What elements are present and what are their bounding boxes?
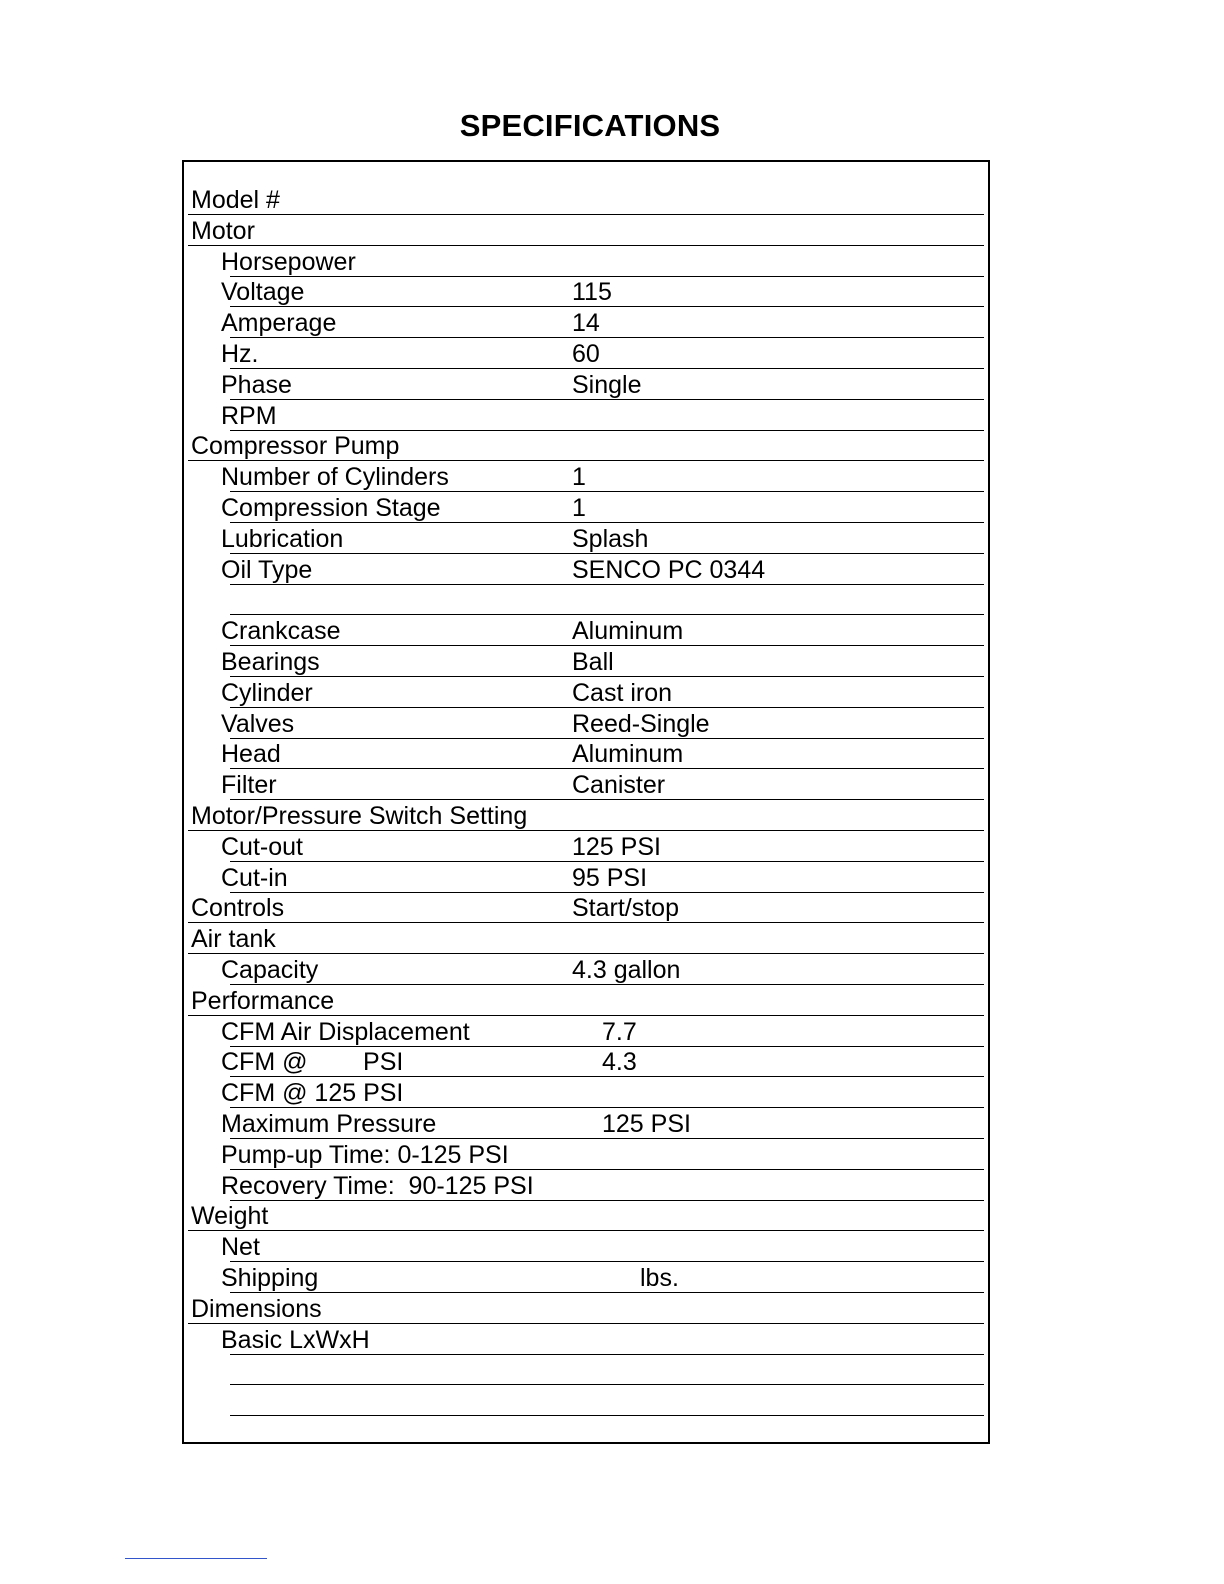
- spec-label: Cut-in: [221, 863, 288, 892]
- spec-row: [184, 831, 988, 862]
- spec-value: 125 PSI: [602, 1110, 691, 1138]
- spec-label: Controls: [191, 894, 285, 923]
- spec-label: Head: [221, 740, 281, 769]
- spec-label: Net: [221, 1233, 260, 1262]
- spec-value: 4.3: [602, 1048, 637, 1077]
- spec-value: Splash: [572, 524, 649, 553]
- spec-label: Pump-up Time: 0-125 PSI: [221, 1140, 509, 1169]
- footer-link-line: [125, 1558, 267, 1559]
- spec-value: Reed-Single: [572, 709, 710, 738]
- spec-row: [184, 954, 988, 985]
- spec-row: [184, 800, 988, 831]
- spec-value: 1: [572, 463, 586, 492]
- spec-label: Maximum Pressure: [221, 1110, 437, 1138]
- spec-row: [184, 276, 988, 307]
- spec-label: Weight: [191, 1202, 269, 1231]
- spec-label: Bearings: [221, 648, 320, 676]
- spec-label: Lubrication: [221, 524, 344, 553]
- spec-value: 14: [572, 309, 600, 338]
- spec-row: [184, 184, 988, 215]
- spec-value: Aluminum: [572, 740, 684, 769]
- spec-value: 125 PSI: [572, 832, 661, 861]
- spec-value: Cast iron: [572, 678, 673, 707]
- spec-row: [184, 677, 988, 708]
- spec-label: Amperage: [221, 309, 337, 338]
- spec-row: [184, 708, 988, 739]
- spec-value: Aluminum: [572, 617, 684, 646]
- spec-label: Filter: [221, 771, 277, 800]
- spec-label: Oil Type: [221, 555, 313, 584]
- spec-row: [184, 892, 988, 923]
- spec-label: Phase: [221, 370, 292, 399]
- spec-value: 115: [572, 278, 612, 307]
- spec-row: [184, 1016, 988, 1047]
- spec-row: [184, 615, 988, 646]
- row-underline: [230, 1415, 984, 1416]
- spec-row: [184, 246, 988, 277]
- spec-row: [184, 862, 988, 893]
- spec-label: Cylinder: [221, 678, 313, 707]
- spec-label: Air tank: [191, 925, 276, 954]
- spec-label: Motor/Pressure Switch Setting: [191, 802, 528, 830]
- spec-row: [184, 584, 988, 615]
- spec-row: [184, 523, 988, 554]
- page-title: SPECIFICATIONS: [459, 108, 721, 143]
- spec-value: 7.7: [602, 1017, 637, 1046]
- spec-row: [184, 215, 988, 246]
- spec-row: [184, 1046, 988, 1077]
- spec-label: Voltage: [221, 278, 305, 307]
- spec-value: 95 PSI: [572, 863, 648, 892]
- spec-value: 1: [572, 494, 586, 522]
- spec-row: [184, 1231, 988, 1262]
- spec-label: Dimensions: [191, 1294, 322, 1323]
- spec-row: [184, 338, 988, 369]
- specifications-table: [182, 160, 990, 1444]
- spec-row: [184, 646, 988, 677]
- spec-value: 4.3 gallon: [572, 956, 681, 984]
- spec-row: [184, 1139, 988, 1170]
- spec-value: 60: [572, 340, 600, 368]
- spec-row: [184, 1262, 988, 1293]
- spec-value: lbs.: [640, 1264, 679, 1292]
- spec-label: Cut-out: [221, 832, 303, 861]
- spec-row: [184, 1108, 988, 1139]
- spec-row: [184, 1200, 988, 1231]
- spec-label: Recovery Time: 90-125 PSI: [221, 1171, 534, 1200]
- spec-label: Model #: [191, 186, 280, 214]
- spec-label: Compression Stage: [221, 494, 441, 522]
- spec-row: [184, 1077, 988, 1108]
- spec-row: [184, 985, 988, 1016]
- spec-label: RPM: [221, 401, 277, 430]
- spec-label: CFM @ PSI: [221, 1048, 404, 1077]
- spec-value: Single: [572, 370, 642, 399]
- spec-row: [184, 1385, 988, 1416]
- spec-value: SENCO PC 0344: [572, 555, 766, 584]
- spec-label: Compressor Pump: [191, 432, 400, 461]
- spec-label: CFM Air Displacement: [221, 1017, 470, 1046]
- spec-label: Valves: [221, 709, 295, 738]
- spec-label: Motor: [191, 216, 255, 245]
- spec-row: [184, 492, 988, 523]
- spec-row: [184, 369, 988, 400]
- spec-row: [184, 554, 988, 585]
- spec-label: Basic LxWxH: [221, 1325, 370, 1354]
- spec-label: Capacity: [221, 956, 319, 984]
- spec-label: Crankcase: [221, 617, 341, 646]
- spec-row: [184, 923, 988, 954]
- spec-row: [184, 430, 988, 461]
- spec-row: [184, 1324, 988, 1355]
- spec-value: Ball: [572, 648, 614, 676]
- spec-row: [184, 769, 988, 800]
- spec-label: Number of Cylinders: [221, 463, 449, 492]
- spec-row: [184, 307, 988, 338]
- spec-label: Performance: [191, 986, 335, 1015]
- spec-label: Horsepower: [221, 247, 356, 276]
- spec-label: Shipping: [221, 1264, 319, 1292]
- spec-label: CFM @ 125 PSI: [221, 1079, 404, 1108]
- spec-row: [184, 400, 988, 431]
- spec-row: [184, 738, 988, 769]
- spec-value: Canister: [572, 771, 666, 800]
- spec-label: Hz.: [221, 340, 259, 368]
- spec-value: Start/stop: [572, 894, 679, 923]
- spec-row: [184, 461, 988, 492]
- spec-row: [184, 1170, 988, 1201]
- spec-row: [184, 1354, 988, 1385]
- spec-row: [184, 1293, 988, 1324]
